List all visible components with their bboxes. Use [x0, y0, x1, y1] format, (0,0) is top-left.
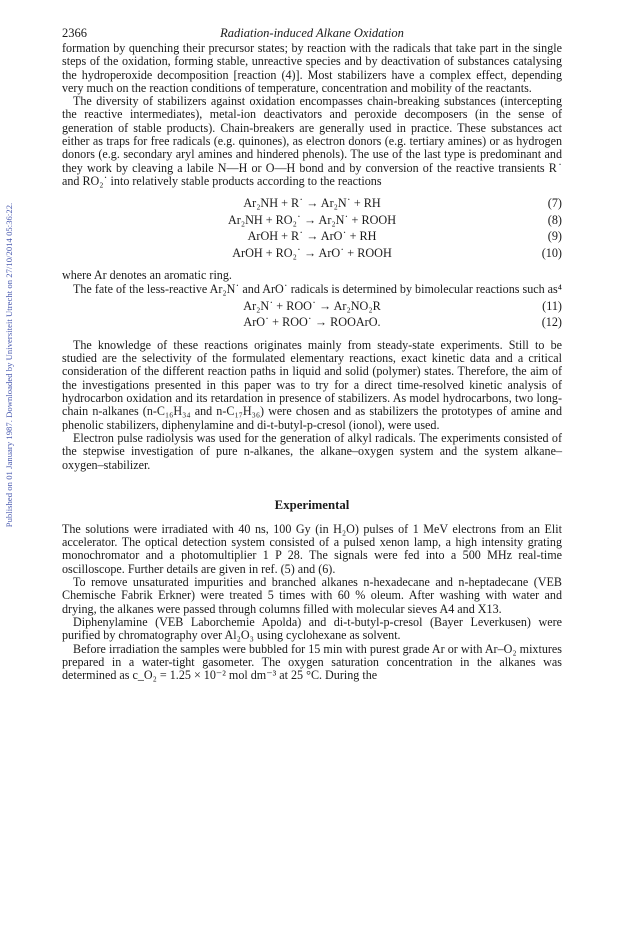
- download-notice: Published on 01 January 1987. Downloaded by Universiteit Utrecht on 27/10/2014 05:36:22.: [4, 202, 14, 528]
- running-title: Radiation-induced Alkane Oxidation: [220, 26, 404, 40]
- equation: [62, 314, 562, 331]
- equation-number: (8): [547, 212, 562, 227]
- equation-expression: Ar₂N˙ + ROO˙ → Ar₂NO₂R: [243, 298, 381, 313]
- page-number: 2366: [62, 26, 87, 40]
- equation-expression: Ar₂NH + RO₂˙ → Ar₂N˙ + ROOH: [228, 212, 396, 227]
- equation-expression: ArO˙ + ROO˙ → ROOArO.: [243, 315, 381, 330]
- equation-block-11-12: [62, 298, 562, 331]
- paragraph: where Ar denotes an aromatic ring.: [62, 268, 232, 283]
- equation: [62, 228, 562, 245]
- paragraph: To remove unsaturated impurities and branched alkanes n-hexadecane and n-heptadecane (VEB Chemische Fabrik Erkner) were treated 5 times with 60 % oleum. After washing with water and drying, the alkanes were passed through columns filled with molecular sieves A4 and X13.: [62, 575, 562, 616]
- paragraph: Electron pulse radiolysis was used for the generation of alkyl radicals. The experiments consisted of the stepwise investigation of pure n-alkanes, the alkane–oxygen system and the system alkane–oxygen–stabilizer.: [62, 430, 562, 472]
- equation-expression: ArOH + RO₂˙ → ArO˙ + ROOH: [232, 245, 392, 260]
- equation: [62, 212, 562, 229]
- equation-expression: ArOH + R˙ → ArO˙ + RH: [247, 229, 377, 244]
- equation-number: (11): [542, 298, 562, 313]
- section-heading: Experimental: [274, 497, 350, 512]
- equation: [62, 245, 562, 262]
- paragraph: Before irradiation the samples were bubbled for 15 min with purest grade Ar or with Ar–O₂ mixtures prepared in a water-tight gasometer. The oxygen saturation concentration in the alkanes was determined as c_O₂ = 1.25 × 10⁻² mol dm⁻³ at 25 °C. During the: [62, 641, 562, 683]
- equation-number: (10): [541, 245, 562, 260]
- equation-expression: Ar₂NH + R˙ → Ar₂N˙ + RH: [243, 196, 381, 211]
- paragraph: The solutions were irradiated with 40 ns, 100 Gy (in H₂O) pulses of 1 MeV electrons from an Elit accelerator. The optical detection system consisted of a pulsed xenon lamp, a high intensity grating monochromator and a photomultiplier 1 P 28. The signals were fed into a 500 MHz real-time oscilloscope. Further details are given in ref. (5) and (6).: [62, 521, 562, 576]
- equation-block-7-10: [62, 195, 562, 261]
- equation: [62, 298, 562, 315]
- equation-number: (9): [547, 229, 562, 244]
- equation-number: (7): [547, 196, 562, 211]
- paragraph: formation by quenching their precursor states; by reaction with the radicals that take part in the single steps of the oxidation, forming stable, unreactive species and by deactivation of substances catalysing the hydroperoxide decomposition [reaction (4)]. Most stabilizers have a complex effect, depending very much on the reaction conditions of temperature, concentration and mobility of the reactants.: [62, 41, 562, 95]
- journal-page: [62, 22, 562, 682]
- download-watermark: [2, 150, 16, 580]
- page-header: [62, 22, 562, 42]
- paragraph: The diversity of stabilizers against oxidation encompasses chain-breaking substances (intercepting the reactive intermediates), metal-ion deactivators and peroxide decomposers (in the sense of generation of stable products). Chain-breakers are generally used in practice. These substances act either as traps for free radicals (e.g. quinones), as electron donors (e.g. tertiary amines) or as hydrogen donors (e.g. secondary aryl amines and hindered phenols). The use of the last type is predominant and they work by cleaving a labile N—H or O—H bond and by conversion of the reactive transients R˙ and RO₂˙ into relatively stable products according to the reactions: [62, 94, 562, 188]
- paragraph: The knowledge of these reactions originates mainly from steady-state experiments. Still to be studied are the selectivity of the formulated elementary reactions, exact kinetic data and a critical consideration of the different reaction paths in liquid and solid (polymer) states. Therefore, the aim of the investigations presented in this paper was to try for a direct time-resolved kinetic analysis of hydrocarbon oxidation and its retardation in presence of stabilizers. As model hydrocarbons, two long-chain n-alkanes (n-C₁₆H₃₄ and n-C₁₇H₃₆) were chosen and as stabilizers the prototypes of amine and phenolic stabilizers, diphenylamine and di-t-butyl-p-cresol (ionol), were used.: [62, 337, 562, 432]
- paragraph: The fate of the less-reactive Ar₂N˙ and ArO˙ radicals is determined by bimolecular reactions such as⁴: [73, 281, 562, 296]
- equation: [62, 195, 562, 212]
- paragraph: Diphenylamine (VEB Laborchemie Apolda) and di-t-butyl-p-cresol (Bayer Leverkusen) were purified by chromatography over Al₂O₃ using cyclohexane as solvent.: [62, 614, 562, 643]
- equation-number: (12): [541, 315, 562, 330]
